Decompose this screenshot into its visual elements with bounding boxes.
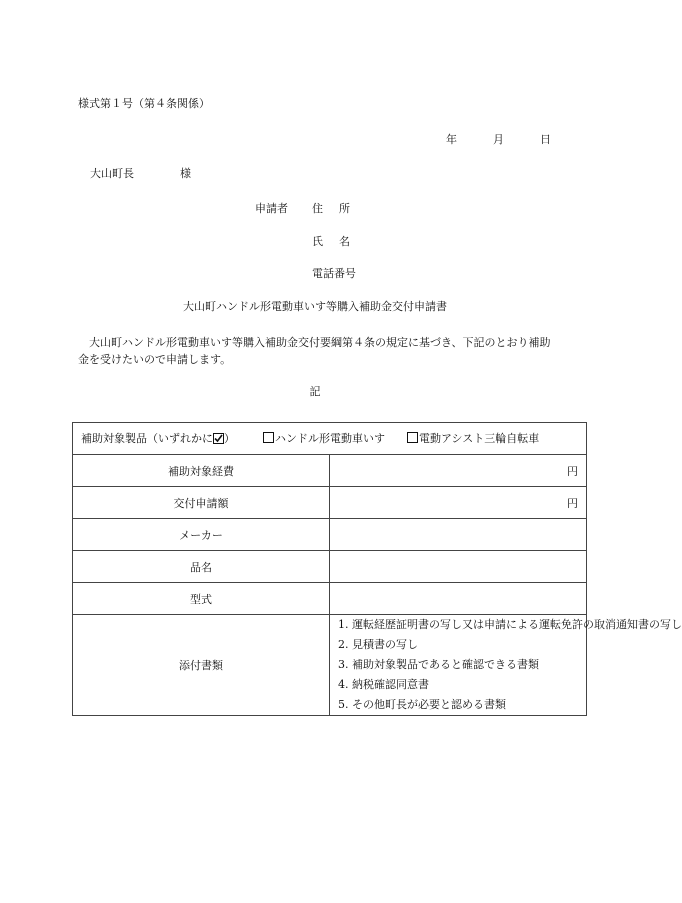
attachments-row xyxy=(73,615,587,716)
year-label: 年 xyxy=(446,133,457,146)
form-number: 様式第１号（第４条関係） xyxy=(78,97,210,110)
table-row xyxy=(73,583,587,615)
list-item: 5. その他町長が必要と認める書類 xyxy=(338,698,506,711)
row-label: メーカー xyxy=(73,519,330,551)
option-handle-wheelchair[interactable] xyxy=(263,432,385,445)
application-amount-field[interactable]: 円 xyxy=(330,487,587,519)
list-item: 1. 運転経歴証明書の写し又は申請による運転免許の取消通知書の写し xyxy=(338,618,682,631)
body-text: 大山町ハンドル形電動車いす等購入補助金交付要綱第４条の規定に基づき、下記のとおり補助金を受けたいので申請します。 xyxy=(78,336,551,366)
address-label-1: 住 xyxy=(312,202,323,215)
address-label xyxy=(312,203,350,214)
option-handle-wheelchair-label: ハンドル形電動車いす xyxy=(275,432,385,445)
table-row xyxy=(73,455,587,487)
checked-checkbox-icon xyxy=(213,433,224,447)
day-label: 日 xyxy=(540,133,551,146)
name-label-2: 名 xyxy=(339,235,350,248)
row-label: 交付申請額 xyxy=(73,487,330,519)
list-item: 3. 補助対象製品であると確認できる書類 xyxy=(338,658,539,671)
attachments-list xyxy=(330,615,682,716)
mayor-label: 大山町長 xyxy=(90,167,134,180)
row-label: 型式 xyxy=(73,583,330,615)
date-line xyxy=(446,134,551,145)
target-label: 補助対象製品（いずれかに xyxy=(81,432,213,445)
target-cell xyxy=(73,423,587,455)
list-item: 2. 見積書の写し xyxy=(338,638,418,651)
name-label xyxy=(312,236,350,247)
honorific-label: 様 xyxy=(180,167,191,180)
option-assist-tricycle-label: 電動アシスト三輪自転車 xyxy=(419,432,540,445)
row-label: 補助対象経費 xyxy=(73,455,330,487)
application-table xyxy=(72,422,682,716)
address-label-2: 所 xyxy=(339,202,350,215)
option-assist-tricycle[interactable] xyxy=(407,432,539,445)
product-name-field[interactable] xyxy=(330,551,587,583)
ki-label: 記 xyxy=(309,385,321,398)
month-label: 月 xyxy=(493,133,504,146)
checkbox-icon[interactable] xyxy=(263,432,274,443)
row-label: 品名 xyxy=(73,551,330,583)
model-field[interactable] xyxy=(330,583,587,615)
expense-field[interactable]: 円 xyxy=(330,455,587,487)
addressee xyxy=(90,168,191,179)
document-title: 大山町ハンドル形電動車いす等購入補助金交付申請書 xyxy=(183,300,447,313)
applicant-label: 申請者 xyxy=(255,202,288,215)
table-row xyxy=(73,519,587,551)
table-row xyxy=(73,487,587,519)
checkbox-icon[interactable] xyxy=(407,432,418,443)
maker-field[interactable] xyxy=(330,519,587,551)
attachments-label: 添付書類 xyxy=(73,615,330,716)
target-label-suffix: ） xyxy=(224,432,235,445)
table-row xyxy=(73,551,587,583)
target-row xyxy=(73,423,587,455)
phone-label: 電話番号 xyxy=(312,267,356,280)
name-label-1: 氏 xyxy=(312,235,323,248)
list-item: 4. 納税確認同意書 xyxy=(338,678,429,691)
